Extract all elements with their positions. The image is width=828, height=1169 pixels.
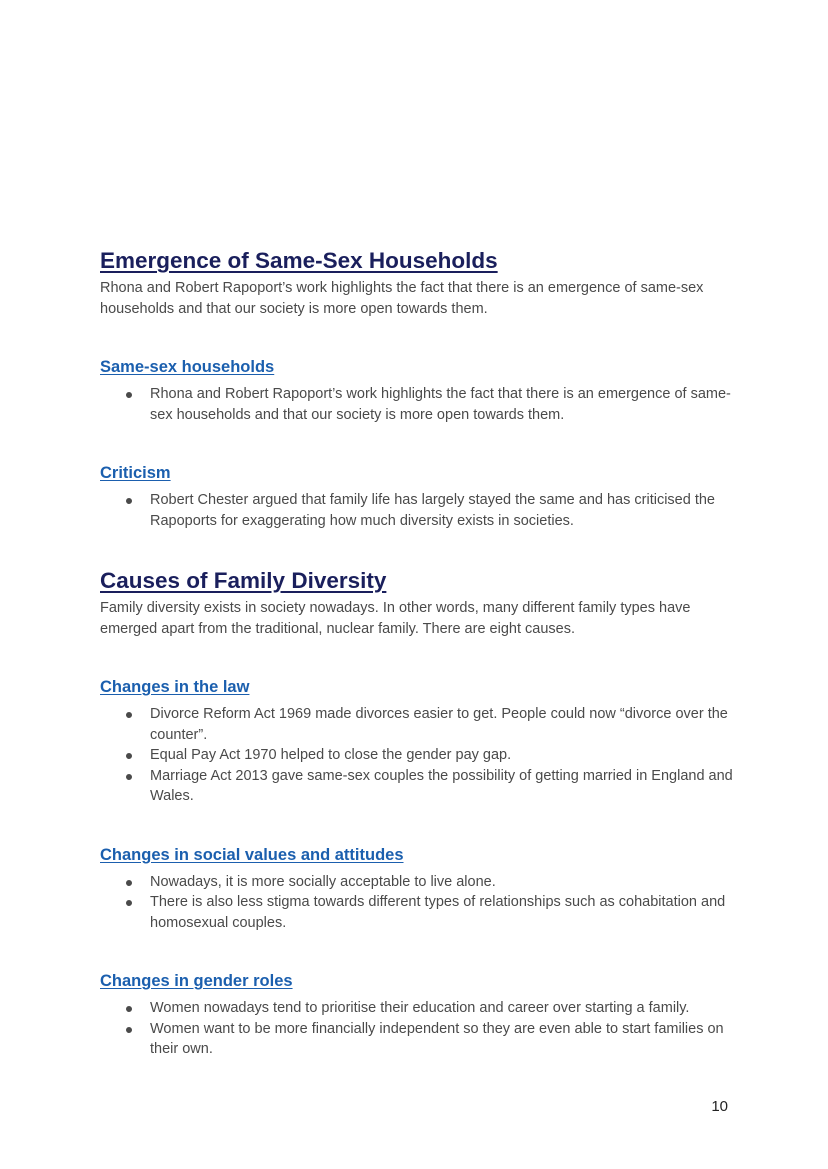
section-title-causes-of-family-diversity: Causes of Family Diversity [100,568,387,593]
list-item: Marriage Act 2013 gave same-sex couples the possibility of getting married in England and Wales. [100,766,740,807]
bullet-list [100,704,740,807]
bullet-list [100,384,740,425]
list-item: Equal Pay Act 1970 helped to close the gender pay gap. [100,745,740,766]
list-item: Divorce Reform Act 1969 made divorces easier to get. People could now “divorce over the counter”. [100,704,740,745]
list-item: Robert Chester argued that family life has largely stayed the same and has criticised the Rapoports for exaggerating how much diversity exists in societies. [100,490,740,531]
section-title-same-sex-households: Emergence of Same-Sex Households [100,248,498,273]
subheading-changes-in-gender-roles[interactable]: Changes in gender roles [100,972,293,990]
bullet-list [100,490,740,531]
list-item: Nowadays, it is more socially acceptable to live alone. [100,872,740,893]
section-intro: Rhona and Robert Rapoport’s work highlights the fact that there is an emergence of same-sex households and that our society is more open towards them. [100,280,704,317]
list-item: Women want to be more financially independent so they are even able to start families on their own. [100,1019,740,1060]
bullet-list [100,872,740,934]
subheading-criticism[interactable]: Criticism [100,464,171,482]
bullet-list [100,998,740,1060]
subheading-changes-in-social-values[interactable]: Changes in social values and attitudes [100,845,404,864]
subheading-same-sex-households[interactable]: Same-sex households [100,358,275,376]
list-item: There is also less stigma towards different types of relationships such as cohabitation and homosexual couples. [100,892,740,933]
list-item: Women nowadays tend to prioritise their education and career over starting a family. [100,998,740,1019]
page-content [100,246,740,1060]
list-item: Rhona and Robert Rapoport’s work highlights the fact that there is an emergence of same-sex households and that our society is more open towards them. [100,384,740,425]
page-number: 10 [711,1098,728,1115]
subheading-changes-in-the-law[interactable]: Changes in the law [100,678,250,696]
section-intro: Family diversity exists in society nowadays. In other words, many different family types have emerged apart from the traditional, nuclear family. There are eight causes. [100,600,691,637]
